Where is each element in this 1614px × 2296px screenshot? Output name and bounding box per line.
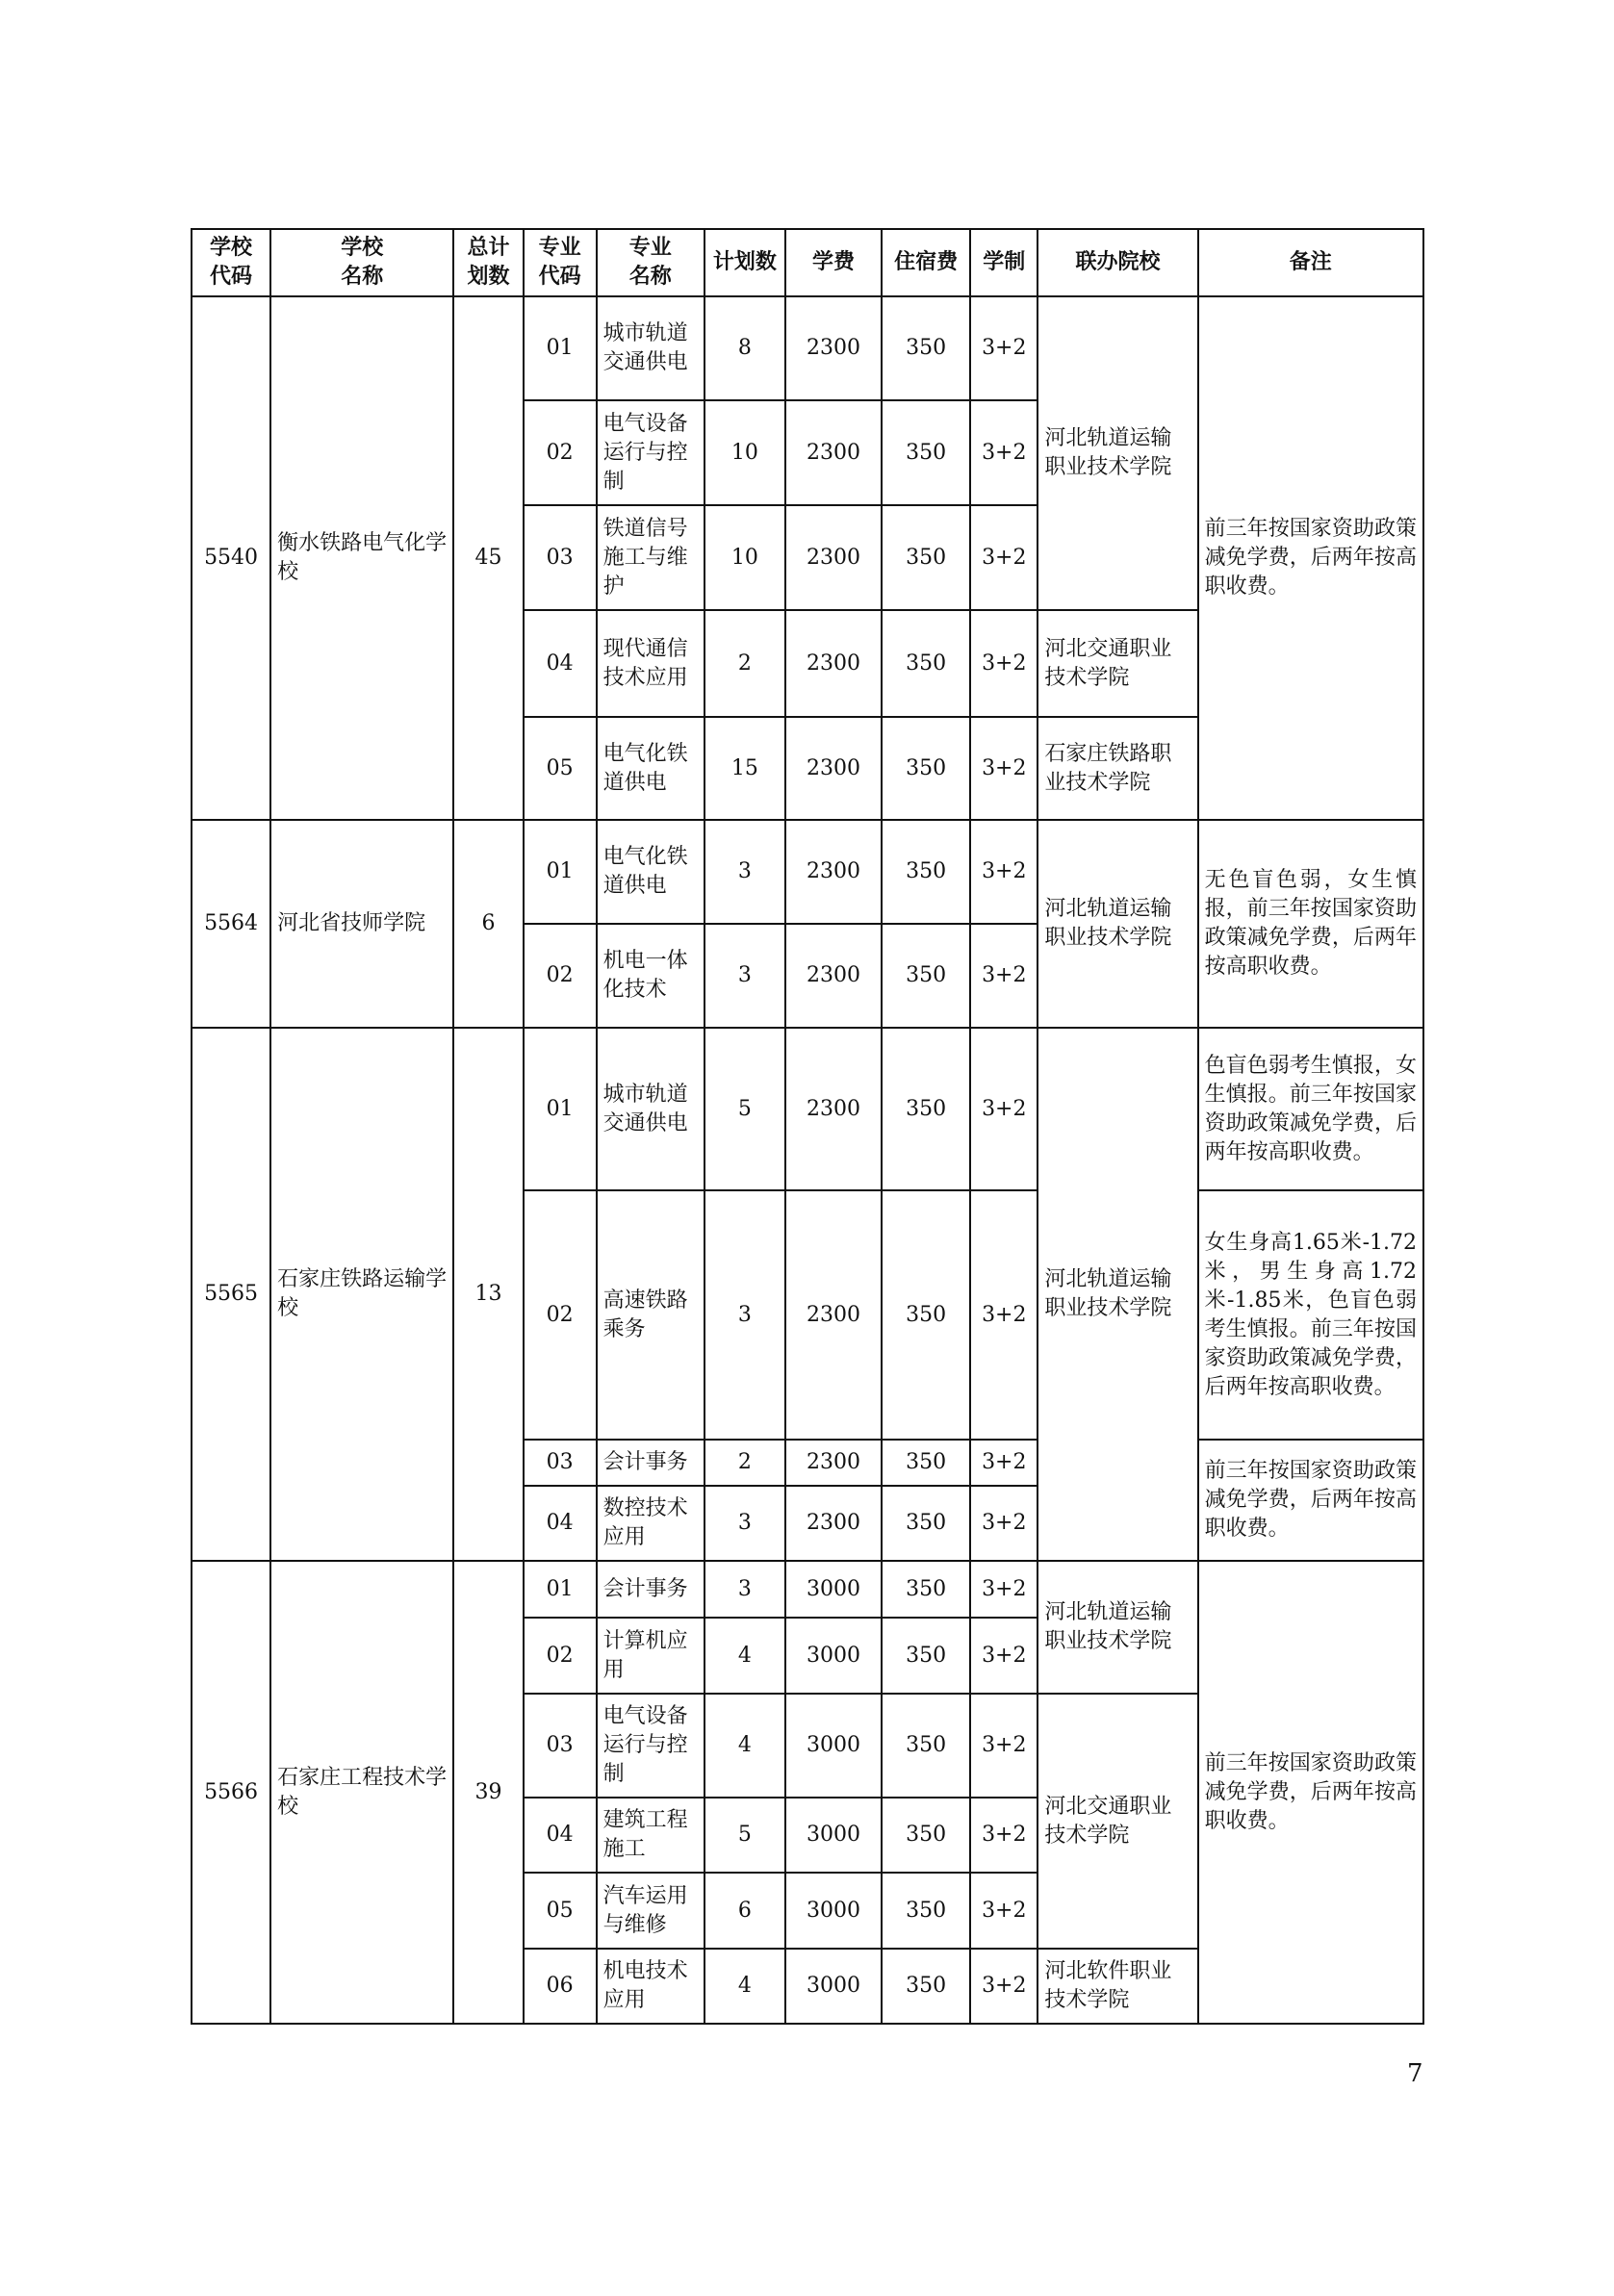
dorm-fee: 350 (882, 924, 970, 1028)
dorm-fee: 350 (882, 820, 970, 924)
tuition: 2300 (785, 505, 882, 610)
tuition: 2300 (785, 1440, 882, 1486)
header-school-name: 学校 名称 (270, 229, 453, 296)
partner-college: 石家庄铁路职业技术学院 (1038, 717, 1197, 820)
major-name: 高速铁路乘务 (597, 1190, 705, 1440)
major-name: 现代通信技术应用 (597, 610, 705, 717)
tuition: 3000 (785, 1798, 882, 1873)
school-name: 衡水铁路电气化学校 (270, 296, 453, 820)
plan-count: 4 (705, 1618, 785, 1694)
school-system: 3+2 (970, 296, 1038, 400)
school-code: 5566 (192, 1561, 270, 2024)
dorm-fee: 350 (882, 505, 970, 610)
tuition: 2300 (785, 1486, 882, 1561)
school-system: 3+2 (970, 1873, 1038, 1949)
major-name: 机电技术应用 (597, 1949, 705, 2024)
school-system: 3+2 (970, 1798, 1038, 1873)
dorm-fee: 350 (882, 400, 970, 505)
school-name: 石家庄工程技术学校 (270, 1561, 453, 2024)
school-total: 6 (453, 820, 523, 1028)
school-system: 3+2 (970, 820, 1038, 924)
school-system: 3+2 (970, 1949, 1038, 2024)
school-system: 3+2 (970, 924, 1038, 1028)
school-system: 3+2 (970, 717, 1038, 820)
table-row (192, 1561, 1423, 1618)
plan-count: 3 (705, 1190, 785, 1440)
partner-college: 河北轨道运输职业技术学院 (1038, 820, 1197, 1028)
major-code: 03 (524, 1440, 597, 1486)
plan-count: 10 (705, 400, 785, 505)
school-system: 3+2 (970, 1190, 1038, 1440)
plan-count: 2 (705, 610, 785, 717)
tuition: 3000 (785, 1873, 882, 1949)
major-code: 02 (524, 924, 597, 1028)
tuition: 3000 (785, 1561, 882, 1618)
partner-college: 河北软件职业技术学院 (1038, 1949, 1197, 2024)
header-notes: 备注 (1198, 229, 1423, 296)
major-name: 城市轨道交通供电 (597, 1028, 705, 1190)
school-system: 3+2 (970, 1694, 1038, 1798)
major-code: 05 (524, 1873, 597, 1949)
tuition: 2300 (785, 400, 882, 505)
major-name: 汽车运用与维修 (597, 1873, 705, 1949)
school-system: 3+2 (970, 610, 1038, 717)
header-plan: 计划数 (705, 229, 785, 296)
major-code: 01 (524, 1561, 597, 1618)
school-code: 5540 (192, 296, 270, 820)
major-code: 01 (524, 820, 597, 924)
table-row (192, 1028, 1423, 1190)
header-major-code: 专业 代码 (524, 229, 597, 296)
school-system: 3+2 (970, 1618, 1038, 1694)
header-major-name: 专业 名称 (597, 229, 705, 296)
tuition: 2300 (785, 1028, 882, 1190)
plan-count: 2 (705, 1440, 785, 1486)
school-name: 河北省技师学院 (270, 820, 453, 1028)
dorm-fee: 350 (882, 1440, 970, 1486)
header-dorm-fee: 住宿费 (882, 229, 970, 296)
major-code: 02 (524, 1618, 597, 1694)
plan-count: 6 (705, 1873, 785, 1949)
plan-count: 3 (705, 1561, 785, 1618)
school-total: 13 (453, 1028, 523, 1561)
plan-count: 8 (705, 296, 785, 400)
major-name: 电气设备运行与控制 (597, 400, 705, 505)
major-name: 电气化铁道供电 (597, 820, 705, 924)
major-code: 04 (524, 1486, 597, 1561)
major-name: 电气化铁道供电 (597, 717, 705, 820)
major-code: 02 (524, 400, 597, 505)
dorm-fee: 350 (882, 1873, 970, 1949)
major-code: 01 (524, 1028, 597, 1190)
major-name: 数控技术应用 (597, 1486, 705, 1561)
dorm-fee: 350 (882, 1561, 970, 1618)
plan-count: 3 (705, 820, 785, 924)
plan-count: 5 (705, 1028, 785, 1190)
major-code: 02 (524, 1190, 597, 1440)
plan-count: 3 (705, 1486, 785, 1561)
dorm-fee: 350 (882, 1694, 970, 1798)
notes-cell: 色盲色弱考生慎报，女生慎报。前三年按国家资助政策减免学费，后两年按高职收费。 (1198, 1028, 1423, 1190)
school-system: 3+2 (970, 1028, 1038, 1190)
school-code: 5564 (192, 820, 270, 1028)
tuition: 2300 (785, 820, 882, 924)
partner-college: 河北交通职业技术学院 (1038, 1694, 1197, 1949)
plan-count: 10 (705, 505, 785, 610)
plan-count: 5 (705, 1798, 785, 1873)
major-name: 城市轨道交通供电 (597, 296, 705, 400)
plan-count: 3 (705, 924, 785, 1028)
notes-cell: 女生身高1.65米-1.72米，男生身高1.72米-1.85米，色盲色弱考生慎报。前三年按国家资助政策减免学费，后两年按高职收费。 (1198, 1190, 1423, 1440)
notes-cell: 前三年按国家资助政策减免学费，后两年按高职收费。 (1198, 1440, 1423, 1561)
page-number: 7 (1407, 2059, 1423, 2088)
notes-cell: 前三年按国家资助政策减免学费，后两年按高职收费。 (1198, 1561, 1423, 2024)
major-name: 会计事务 (597, 1440, 705, 1486)
major-name: 会计事务 (597, 1561, 705, 1618)
tuition: 3000 (785, 1694, 882, 1798)
plan-count: 4 (705, 1694, 785, 1798)
tuition: 3000 (785, 1618, 882, 1694)
admissions-table (191, 228, 1424, 2025)
header-tuition: 学费 (785, 229, 882, 296)
tuition: 2300 (785, 296, 882, 400)
major-name: 建筑工程施工 (597, 1798, 705, 1873)
school-system: 3+2 (970, 1486, 1038, 1561)
dorm-fee: 350 (882, 296, 970, 400)
tuition: 2300 (785, 924, 882, 1028)
notes-cell: 无色盲色弱，女生慎报，前三年按国家资助政策减免学费，后两年按高职收费。 (1198, 820, 1423, 1028)
dorm-fee: 350 (882, 1190, 970, 1440)
tuition: 3000 (785, 1949, 882, 2024)
major-code: 06 (524, 1949, 597, 2024)
tuition: 2300 (785, 610, 882, 717)
header-system: 学制 (970, 229, 1038, 296)
partner-college: 河北轨道运输职业技术学院 (1038, 1028, 1197, 1561)
school-system: 3+2 (970, 400, 1038, 505)
major-code: 01 (524, 296, 597, 400)
school-system: 3+2 (970, 1561, 1038, 1618)
tuition: 2300 (785, 717, 882, 820)
plan-count: 4 (705, 1949, 785, 2024)
major-code: 05 (524, 717, 597, 820)
header-partner: 联办院校 (1038, 229, 1197, 296)
partner-college: 河北轨道运输职业技术学院 (1038, 296, 1197, 610)
major-name: 电气设备运行与控制 (597, 1694, 705, 1798)
dorm-fee: 350 (882, 610, 970, 717)
dorm-fee: 350 (882, 1028, 970, 1190)
header-row (192, 229, 1423, 296)
school-name: 石家庄铁路运输学校 (270, 1028, 453, 1561)
major-name: 铁道信号施工与维护 (597, 505, 705, 610)
header-total-plan: 总计 划数 (453, 229, 523, 296)
school-system: 3+2 (970, 505, 1038, 610)
header-school-code: 学校 代码 (192, 229, 270, 296)
dorm-fee: 350 (882, 1618, 970, 1694)
plan-count: 15 (705, 717, 785, 820)
major-code: 03 (524, 505, 597, 610)
partner-college: 河北轨道运输职业技术学院 (1038, 1561, 1197, 1694)
table-row (192, 820, 1423, 924)
table-row (192, 296, 1423, 400)
major-name: 计算机应用 (597, 1618, 705, 1694)
major-code: 04 (524, 610, 597, 717)
notes-cell: 前三年按国家资助政策减免学费，后两年按高职收费。 (1198, 296, 1423, 820)
school-total: 39 (453, 1561, 523, 2024)
dorm-fee: 350 (882, 1798, 970, 1873)
major-code: 03 (524, 1694, 597, 1798)
major-code: 04 (524, 1798, 597, 1873)
major-name: 机电一体化技术 (597, 924, 705, 1028)
school-system: 3+2 (970, 1440, 1038, 1486)
school-code: 5565 (192, 1028, 270, 1561)
dorm-fee: 350 (882, 1949, 970, 2024)
tuition: 2300 (785, 1190, 882, 1440)
partner-college: 河北交通职业技术学院 (1038, 610, 1197, 717)
school-total: 45 (453, 296, 523, 820)
dorm-fee: 350 (882, 1486, 970, 1561)
dorm-fee: 350 (882, 717, 970, 820)
